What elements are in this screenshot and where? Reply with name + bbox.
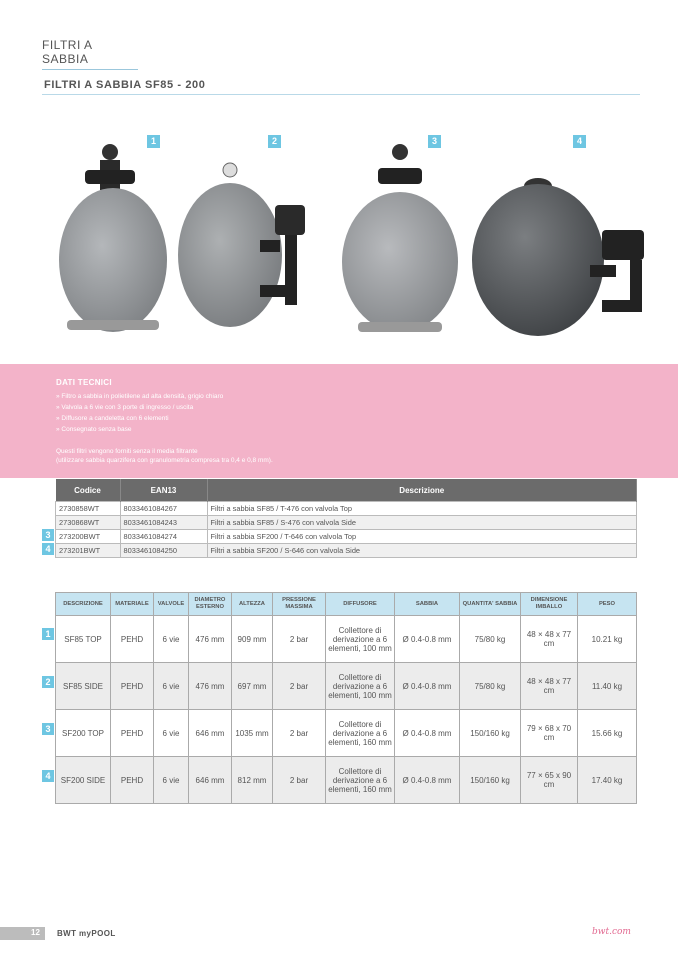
diffuser-cell: Collettore di derivazione a 6 elementi, 160 mm bbox=[326, 757, 395, 804]
description-cell: SF200 TOP bbox=[56, 710, 111, 757]
weight-cell: 15.66 kg bbox=[578, 710, 637, 757]
column-header: EAN13 bbox=[120, 479, 207, 502]
packaging-cell: 48 × 48 x 77 cm bbox=[521, 616, 578, 663]
column-header: Codice bbox=[56, 479, 121, 502]
sand-cell: Ø 0.4-0.8 mm bbox=[395, 663, 460, 710]
material-cell: PEHD bbox=[111, 616, 154, 663]
column-header: SABBIA bbox=[395, 593, 460, 616]
column-header: DIAMETRO ESTERNO bbox=[189, 593, 232, 616]
sand-cell: Ø 0.4-0.8 mm bbox=[395, 616, 460, 663]
diameter-cell: 646 mm bbox=[189, 710, 232, 757]
column-header: QUANTITA' SABBIA bbox=[460, 593, 521, 616]
column-header: DIMENSIONE IMBALLO bbox=[521, 593, 578, 616]
height-cell: 812 mm bbox=[232, 757, 273, 804]
table-row bbox=[56, 502, 637, 516]
description-cell: Filtri a sabbia SF85 / S-476 con valvola Side bbox=[207, 516, 637, 530]
section-title: FILTRI A SABBIA bbox=[42, 38, 138, 70]
description-cell: Filtri a sabbia SF85 / T-476 con valvola Top bbox=[207, 502, 637, 516]
table-row bbox=[56, 530, 637, 544]
packaging-cell: 48 × 48 x 77 cm bbox=[521, 663, 578, 710]
table-row bbox=[56, 663, 637, 710]
diameter-cell: 646 mm bbox=[189, 757, 232, 804]
product-number-badge: 1 bbox=[147, 135, 160, 148]
column-header: DIFFUSORE bbox=[326, 593, 395, 616]
code-cell: 2730868WT bbox=[56, 516, 121, 530]
description-cell: Filtri a sabbia SF200 / S-646 con valvola Side bbox=[207, 544, 637, 558]
technical-bullet: » Filtro a sabbia in polietilene ad alta densità, grigio chiaro bbox=[56, 393, 224, 400]
description-cell: Filtri a sabbia SF200 / T-646 con valvola Top bbox=[207, 530, 637, 544]
footer-brand: BWT myPOOL bbox=[57, 929, 116, 938]
diameter-cell: 476 mm bbox=[189, 616, 232, 663]
codes-table bbox=[55, 479, 637, 558]
pressure-cell: 2 bar bbox=[273, 616, 326, 663]
column-header: PRESSIONE MASSIMA bbox=[273, 593, 326, 616]
ean-cell: 8033461084274 bbox=[120, 530, 207, 544]
row-number-badge: 4 bbox=[42, 543, 54, 555]
material-cell: PEHD bbox=[111, 757, 154, 804]
column-header: PESO bbox=[578, 593, 637, 616]
technical-note: Questi filtri vengono forniti senza il media filtrante bbox=[56, 448, 198, 455]
packaging-cell: 79 × 68 x 70 cm bbox=[521, 710, 578, 757]
filter-sf200-side-image bbox=[470, 170, 655, 340]
row-number-badge: 3 bbox=[42, 723, 54, 735]
table-row bbox=[56, 616, 637, 663]
sand-cell: Ø 0.4-0.8 mm bbox=[395, 757, 460, 804]
valve-cell: 6 vie bbox=[154, 757, 189, 804]
code-cell: 273201BWT bbox=[56, 544, 121, 558]
product-number-badge: 4 bbox=[573, 135, 586, 148]
material-cell: PEHD bbox=[111, 663, 154, 710]
weight-cell: 11.40 kg bbox=[578, 663, 637, 710]
sand-quantity-cell: 75/80 kg bbox=[460, 616, 521, 663]
ean-cell: 8033461084243 bbox=[120, 516, 207, 530]
diffuser-cell: Collettore di derivazione a 6 elementi, 100 mm bbox=[326, 616, 395, 663]
weight-cell: 17.40 kg bbox=[578, 757, 637, 804]
table-row bbox=[56, 516, 637, 530]
row-number-badge: 4 bbox=[42, 770, 54, 782]
height-cell: 909 mm bbox=[232, 616, 273, 663]
pressure-cell: 2 bar bbox=[273, 757, 326, 804]
height-cell: 1035 mm bbox=[232, 710, 273, 757]
page-number: 12 bbox=[31, 928, 40, 937]
table-row bbox=[56, 544, 637, 558]
technical-note: (utilizzare sabbia quarzifera con granulometria compresa tra 0,4 e 0,8 mm). bbox=[56, 457, 273, 464]
ean-cell: 8033461084267 bbox=[120, 502, 207, 516]
diffuser-cell: Collettore di derivazione a 6 elementi, 100 mm bbox=[326, 663, 395, 710]
column-header: MATERIALE bbox=[111, 593, 154, 616]
code-cell: 273200BWT bbox=[56, 530, 121, 544]
product-number-badge: 2 bbox=[268, 135, 281, 148]
subtitle-divider bbox=[42, 94, 640, 95]
valve-cell: 6 vie bbox=[154, 663, 189, 710]
specs-table bbox=[55, 592, 637, 804]
diameter-cell: 476 mm bbox=[189, 663, 232, 710]
filter-sf85-top-image bbox=[55, 140, 180, 340]
sand-quantity-cell: 150/160 kg bbox=[460, 710, 521, 757]
sand-cell: Ø 0.4-0.8 mm bbox=[395, 710, 460, 757]
footer-website: bwt.com bbox=[592, 927, 631, 937]
page-subtitle: FILTRI A SABBIA SF85 - 200 bbox=[44, 79, 206, 91]
technical-data-box bbox=[0, 364, 678, 478]
table-row bbox=[56, 757, 637, 804]
valve-cell: 6 vie bbox=[154, 710, 189, 757]
diffuser-cell: Collettore di derivazione a 6 elementi, 160 mm bbox=[326, 710, 395, 757]
column-header: Descrizione bbox=[207, 479, 637, 502]
packaging-cell: 77 × 65 x 90 cm bbox=[521, 757, 578, 804]
filter-sf200-top-image bbox=[338, 140, 463, 340]
description-cell: SF85 TOP bbox=[56, 616, 111, 663]
filter-sf85-side-image bbox=[175, 160, 310, 340]
column-header: DESCRIZIONE bbox=[56, 593, 111, 616]
valve-cell: 6 vie bbox=[154, 616, 189, 663]
technical-data-title: DATI TECNICI bbox=[56, 378, 112, 387]
technical-bullet: » Diffusore a candeletta con 6 elementi bbox=[56, 415, 169, 422]
sand-quantity-cell: 150/160 kg bbox=[460, 757, 521, 804]
technical-bullet: » Consegnato senza base bbox=[56, 426, 132, 433]
ean-cell: 8033461084250 bbox=[120, 544, 207, 558]
table-row bbox=[56, 710, 637, 757]
material-cell: PEHD bbox=[111, 710, 154, 757]
sand-quantity-cell: 75/80 kg bbox=[460, 663, 521, 710]
product-number-badge: 3 bbox=[428, 135, 441, 148]
row-number-badge: 1 bbox=[42, 628, 54, 640]
weight-cell: 10.21 kg bbox=[578, 616, 637, 663]
description-cell: SF200 SIDE bbox=[56, 757, 111, 804]
pressure-cell: 2 bar bbox=[273, 710, 326, 757]
description-cell: SF85 SIDE bbox=[56, 663, 111, 710]
column-header: ALTEZZA bbox=[232, 593, 273, 616]
row-number-badge: 2 bbox=[42, 676, 54, 688]
technical-bullet: » Valvola a 6 vie con 3 porte di ingresso / uscita bbox=[56, 404, 194, 411]
pressure-cell: 2 bar bbox=[273, 663, 326, 710]
column-header: VALVOLE bbox=[154, 593, 189, 616]
height-cell: 697 mm bbox=[232, 663, 273, 710]
row-number-badge: 3 bbox=[42, 529, 54, 541]
code-cell: 2730858WT bbox=[56, 502, 121, 516]
